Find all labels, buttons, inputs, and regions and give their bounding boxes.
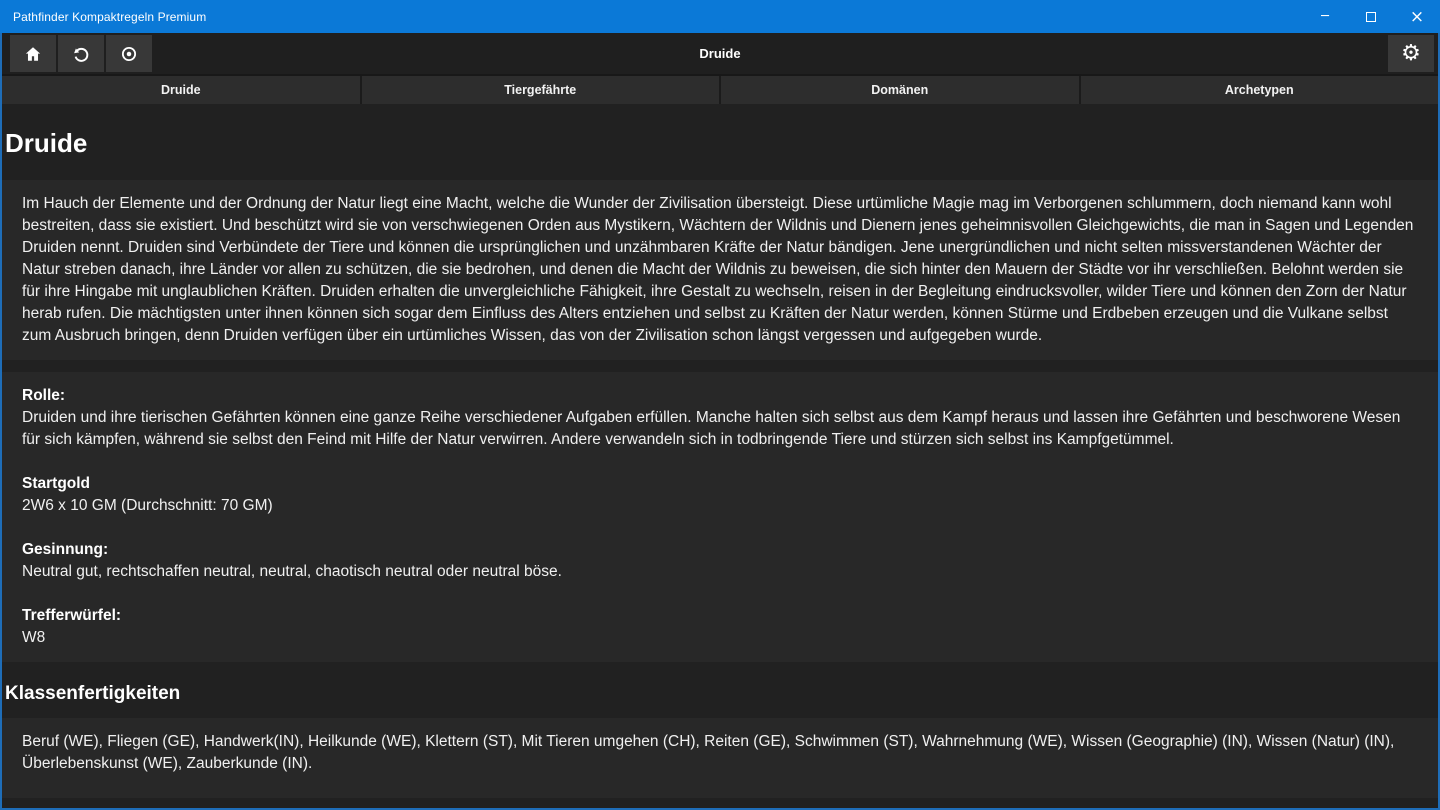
settings-button[interactable]: [1388, 35, 1434, 72]
close-button[interactable]: [1394, 0, 1440, 33]
section-rolle: [22, 385, 1418, 451]
back-icon: [72, 45, 90, 63]
section-label: Trefferwürfel:: [22, 607, 122, 624]
home-icon: [24, 45, 42, 63]
intro-paragraph: Im Hauch der Elemente und der Ordnung der Natur liegt eine Macht, welche die Wunder der Zivilisation übersteigt. Diese urtümliche Magie mag im Verborgenen schlummern, doch niemand kann wohl bestreiten, dass sie existiert. Und beschützt wird sie von verschwiegenen Orden aus Mystikern, Wächtern der Wildnis und Dienern jenes geheimnisvollen Gleichgewichts, die man in Sagen und Legenden Druiden nennt. Druiden sind Verbündete der Tiere und können die ursprünglichen und unzähmbaren Kräfte der Natur bändigen. Jene unergründlichen und nicht selten missverstandenen Wächter der Natur streben danach, ihre Länder vor allen zu schützen, die sie bedrohen, und denen die Macht der Wildnis zu beweisen, die sich hinter den Mauern der Städte vor ihr verschließen. Belohnt werden sie für ihre Hingabe mit unglaublichen Kräften. Druiden erhalten die unvergleichliche Fähigkeit, ihre Gestalt zu wechseln, reisen in der Begleitung eindrucksvoller, wilder Tiere und können den Zorn der Natur herab rufen. Die mächtigsten unter ihnen können sich sogar dem Einfluss des Alters entziehen und selbst zu Kräften der Natur werden, können Stürme und Erdbeben erzeugen und die Vulkane selbst zum Ausbruch bringen, denn Druiden verfügen über ein urtümliches Wissen, das von der Zivilisation schon längst vergessen und aufgegeben wurde.: [2, 180, 1438, 360]
page-title: Druide: [5, 128, 88, 158]
tab-bar: [2, 74, 1438, 104]
close-icon: ×: [1409, 6, 1425, 27]
toolbar-button-group: [10, 35, 154, 72]
window-title: Pathfinder Kompaktregeln Premium: [13, 9, 207, 24]
window-frame: [0, 33, 1440, 810]
maximize-button[interactable]: [1348, 0, 1394, 33]
gear-icon: ⚙: [1401, 40, 1421, 66]
section-text: W8: [22, 629, 46, 646]
skills-paragraph: Beruf (WE), Fliegen (GE), Handwerk(IN), Heilkunde (WE), Klettern (ST), Mit Tieren umgehen (CH), Reiten (GE), Schwimmen (ST), Wahrnehmung (WE), Wissen (Geographie) (IN), Wissen (Natur) (IN), Überlebenskunst (WE), Zauberkunde (IN).: [2, 718, 1438, 798]
section-text: 2W6 x 10 GM (Durchschnitt: 70 GM): [22, 497, 273, 514]
content-area: [2, 104, 1438, 808]
section-label: Rolle:: [22, 387, 66, 404]
tab-domaenen[interactable]: Domänen: [721, 76, 1081, 104]
maximize-icon: [1366, 12, 1376, 22]
section-text: Druiden und ihre tierischen Gefährten können eine ganze Reihe verschiedener Aufgaben erfüllen. Manche halten sich selbst aus dem Kampf heraus und lassen ihre Gefährten und beschworene Wesen für sich kämpfen, während sie selbst den Feind mit Hilfe der Natur verwirren. Andere verwandeln sich in todbringende Tiere und stürzen sich selbst ins Kampfgetümmel.: [22, 409, 1401, 448]
section-trefferwuerfel: [22, 605, 1418, 649]
minimize-icon: ─: [1321, 9, 1329, 24]
subheading-klassenfertigkeiten: Klassenfertigkeiten: [5, 683, 181, 704]
class-info-panel: [2, 372, 1438, 662]
minimize-button[interactable]: [1302, 0, 1348, 33]
section-label: Gesinnung:: [22, 541, 109, 558]
section-text: Neutral gut, rechtschaffen neutral, neutral, chaotisch neutral oder neutral böse.: [22, 563, 562, 580]
tab-tiergefaehrte[interactable]: Tiergefährte: [362, 76, 722, 104]
home-button[interactable]: [10, 35, 56, 72]
back-button[interactable]: [58, 35, 104, 72]
section-label: Startgold: [22, 475, 91, 492]
window-controls: [1302, 0, 1440, 33]
titlebar: [0, 0, 1440, 33]
toolbar-page-title: Druide: [699, 46, 741, 61]
view-button[interactable]: [106, 35, 152, 72]
tab-druide[interactable]: Druide: [2, 76, 362, 104]
section-startgold: [22, 473, 1418, 517]
toolbar: [2, 33, 1438, 74]
eye-icon: [120, 45, 138, 63]
tab-archetypen[interactable]: Archetypen: [1081, 76, 1439, 104]
section-gesinnung: [22, 539, 1418, 583]
